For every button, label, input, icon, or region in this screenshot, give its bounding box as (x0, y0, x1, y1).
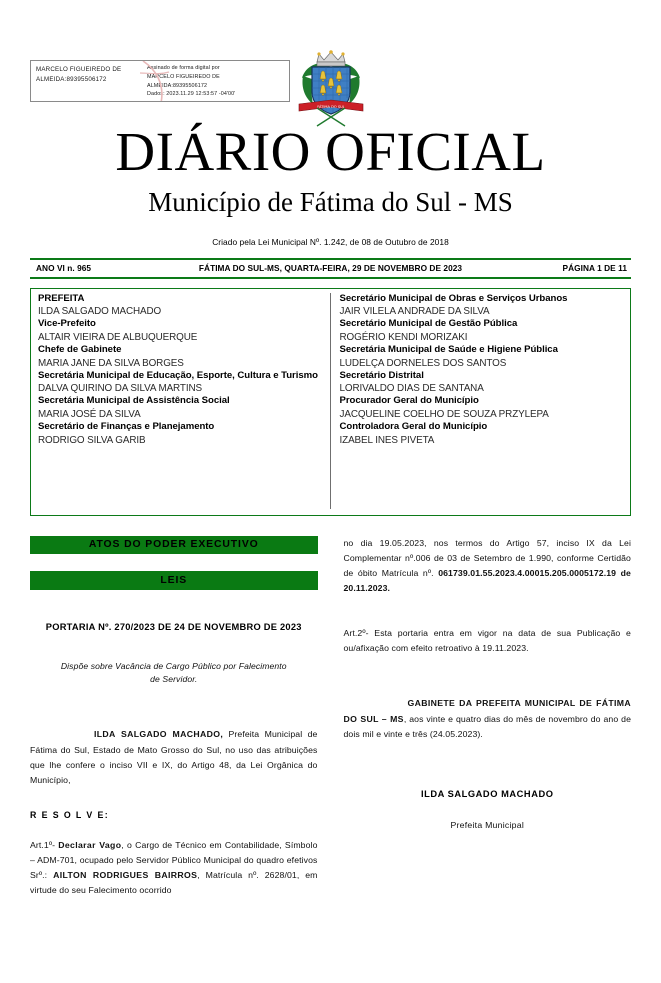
content-column-left (30, 536, 318, 899)
officials-column-right (331, 293, 631, 509)
issue-city-date: FÁTIMA DO SUL-MS, QUARTA-FEIRA, 29 DE NOVEMBRO DE 2023 (198, 263, 463, 274)
art1-tail: , Matrícula nº. 2628/01, em virtude do seu Falecimento ocorrido (30, 870, 318, 896)
municipal-coat-of-arms-icon (295, 48, 367, 128)
official-person: ILDA SALGADO MACHADO (38, 306, 162, 318)
art1-middle: , o Cargo de Técnico em Contabilidade, Símbolo – ADM-701, ocupado pelo Servidor Público Municipal do quadro efetivos Srº.: (30, 839, 318, 881)
portaria-article-1 (30, 838, 318, 899)
official-person: ROGÉRIO KENDI MORIZAKI (339, 331, 468, 343)
masthead-subtitle: Município de Fátima do Sul - MS (148, 187, 513, 218)
official-role: Secretário de Finanças e Planejamento (38, 421, 215, 433)
portaria-ementa: Dispõe sobre Vacância de Cargo Público por Falecimento de Servidor. (60, 660, 287, 685)
official-role: Secretária Municipal de Assistência Social (38, 395, 230, 407)
masthead-law-line: Criado pela Lei Municipal Nº. 1.242, de 08 de Outubro de 2018 (212, 236, 449, 247)
portaria-article-1-continued (344, 536, 632, 597)
header-top-band (30, 48, 631, 118)
issue-year-number: ANO VI n. 965 (36, 263, 92, 274)
art1-cont-prefix: no dia 19.05.2023, nos termos do Artigo 57, inciso IX da Lei Complementar nº.006 de 03 de Setembro de 1.990, conforme Certidão de óbito Matrícula nº. (343, 537, 631, 578)
signature-signer (31, 61, 143, 101)
signature-details (143, 61, 289, 101)
preamble-rest: Prefeita Municipal de Fátima do Sul, Estado de Mato Grosso do Sul, no uso das atribuições que lhe confere o inciso VII e IX, do Artigo 48, da Lei Orgânica do Município, (30, 729, 318, 785)
signature-signer-line2: ALMEIDA:89395506172 (36, 76, 107, 84)
official-person: LUDELÇA DORNELES DOS SANTOS (339, 357, 507, 369)
issue-info-bar (30, 258, 631, 279)
signature-detail-line3: ALMEIDA:89395506172 (147, 82, 208, 89)
art1-death-certificate-number: 061739.01.55.2023.4.00015.205.0005172.19 de 20.11.2023. (343, 567, 631, 594)
official-role: Chefe de Gabinete (38, 344, 122, 356)
official-role: Secretária Municipal de Saúde e Higiene Pública (339, 344, 558, 356)
portaria-preamble (30, 727, 318, 788)
official-person: ALTAIR VIEIRA DE ALBUQUERQUE (38, 331, 198, 343)
digital-signature-box (30, 60, 290, 102)
official-role: Secretário Distrital (339, 369, 424, 381)
art1-prefix: Art.1º- (30, 839, 59, 850)
art1-servant-name: AILTON RODRIGUES BAIRROS (53, 870, 198, 881)
official-role: Vice-Prefeito (38, 318, 96, 330)
preamble-mayor-name: ILDA SALGADO MACHADO, (94, 729, 224, 740)
section-header-leis: LEIS (30, 571, 318, 590)
signature-detail-line1: Assinado de forma digital por (147, 65, 220, 71)
content-columns (30, 536, 631, 899)
official-role: PREFEITA (38, 292, 85, 304)
official-person: JAIR VILELA ANDRADE DA SILVA (339, 306, 490, 318)
official-person: JACQUELINE COELHO DE SOUZA PRZYLEPA (339, 409, 549, 421)
art1-declare-vacant: Declarar Vago (58, 839, 122, 850)
signatory-name: ILDA SALGADO MACHADO (420, 788, 554, 799)
signature-signer-line1: MARCELO FIGUEIREDO DE (36, 66, 122, 73)
content-column-right (344, 536, 632, 899)
portaria-article-2: Art.2º- Esta portaria entra em vigor na data de sua Publicação e ou/afixação com efeito retroativo à 19.11.2023. (343, 628, 631, 654)
official-person: DALVA QUIRINO DA SILVA MARTINS (38, 383, 203, 395)
portaria-gabinete (344, 696, 632, 741)
signature-detail-line4: Dados: 2023.11.29 12:53:57 -04'00' (147, 91, 236, 98)
official-role: Secretário Municipal de Gestão Pública (339, 318, 518, 330)
official-role: Controladora Geral do Município (339, 421, 488, 433)
gabinete-heading: GABINETE DA PREFEITA MUNICIPAL DE FÁTIMA DO SUL – MS (343, 698, 631, 724)
gabinete-rest: , aos vinte e quatro dias do mês de novembro do ano de dois mil e vinte e três (24.05.2023). (343, 713, 632, 739)
official-person: RODRIGO SILVA GARIB (38, 434, 146, 446)
official-person: IZABEL INES PIVETA (339, 434, 435, 446)
section-header-atos: ATOS DO PODER EXECUTIVO (30, 536, 318, 555)
page-title: DIÁRIO OFICIAL (115, 121, 546, 182)
officials-column-left (31, 293, 331, 509)
signature-detail-line2: MARCELO FIGUEIREDO DE (147, 73, 220, 80)
official-role: Secretário Municipal de Obras e Serviços Urbanos (339, 292, 568, 304)
signatory-role: Prefeita Municipal (450, 819, 525, 830)
official-person: MARIA JOSÉ DA SILVA (38, 409, 141, 421)
official-person: MARIA JANE DA SILVA BORGES (38, 357, 184, 369)
official-person: LORIVALDO DIAS DE SANTANA (339, 383, 484, 395)
official-role: Procurador Geral do Município (339, 395, 479, 407)
portaria-title: PORTARIA Nº. 270/2023 DE 24 DE NOVEMBRO DE 2023 (45, 621, 302, 632)
document-page (0, 48, 661, 983)
officials-box (30, 288, 631, 516)
official-role: Secretária Municipal de Educação, Esporte, Cultura e Turismo (38, 369, 318, 381)
issue-page-number: PÁGINA 1 DE 11 (562, 263, 627, 274)
masthead (30, 121, 631, 247)
svg-text:FÁTIMA DO SUL: FÁTIMA DO SUL (316, 105, 345, 109)
resolve-label: R E S O L V E: (30, 809, 110, 820)
